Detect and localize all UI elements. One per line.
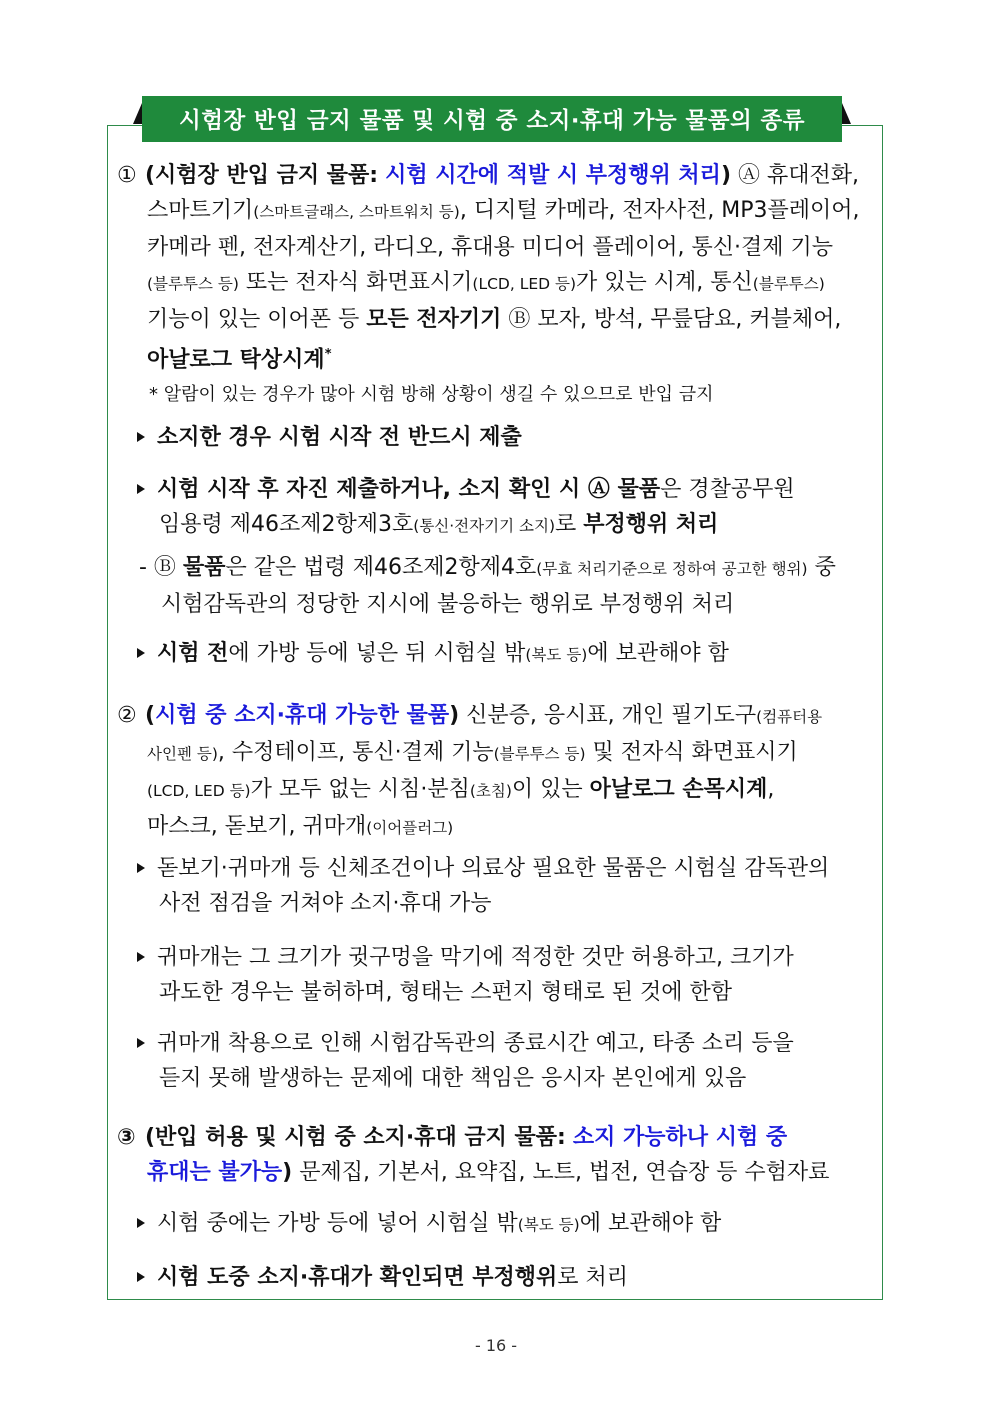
text: 가 모두 없는 시침·분침 <box>250 777 470 802</box>
text: 에 보관해야 함 <box>579 1211 722 1236</box>
small-text: (복도 등) <box>517 1216 580 1234</box>
bold-text: 모든 전자기기 <box>366 307 502 332</box>
text: 로 <box>555 512 584 537</box>
small-text: (LCD, LED 등) <box>147 782 251 800</box>
bullet-icon <box>137 1038 145 1048</box>
text: Ⓑ 모자, 방석, 무릎담요, 커블체어, <box>501 307 842 332</box>
text: 가 있는 시계, 통신 <box>576 270 753 295</box>
s1-line-4 <box>117 265 877 302</box>
text: , 디지털 카메라, 전자사전, MP3플레이어, <box>459 198 860 223</box>
text: 시험감독관의 정당한 지시에 불응하는 행위로 부정행위 처리 <box>161 592 735 617</box>
s1-line-5 <box>117 302 877 337</box>
bold-text: ) <box>449 703 460 728</box>
text: , <box>767 777 775 802</box>
text: 및 전자식 화면표시기 <box>585 740 798 765</box>
s1-dash-item <box>117 550 877 622</box>
bold-text: 물품 <box>182 555 226 580</box>
text: - Ⓑ <box>139 555 183 580</box>
bullet-icon <box>137 1272 145 1282</box>
s1-heading-emphasis: 시험 시간에 적발 시 부정행위 처리 <box>385 163 721 188</box>
s2-bullet-2 <box>117 940 877 1010</box>
text: 과도한 경우는 불허하며, 형태는 스펀지 형태로 된 것에 한함 <box>159 980 732 1005</box>
s1-number: ① <box>117 163 137 188</box>
text: 임용령 제46조제2항제3호 <box>159 512 414 537</box>
text: 또는 전자식 화면표시기 <box>238 270 473 295</box>
text: 이 있는 <box>511 777 590 802</box>
small-text: (초침) <box>469 782 512 800</box>
bold-text: ) <box>282 1160 293 1185</box>
text: 에 보관해야 함 <box>587 641 729 666</box>
bold-text: 아날로그 탁상시계 <box>147 347 325 373</box>
s1-heading-close: ) <box>720 163 731 188</box>
page-number: - 16 - <box>474 1336 518 1355</box>
bold-text: 아날로그 손목시계 <box>589 777 768 802</box>
s3-bullet-1 <box>117 1206 877 1243</box>
small-text: (이어플러그) <box>366 819 454 837</box>
text: 돋보기·귀마개 등 신체조건이나 의료상 필요한 물품은 시험실 감독관의 <box>157 856 830 881</box>
small-text: (통신·전자기기 소지) <box>413 517 555 535</box>
bullet-icon <box>137 952 145 962</box>
s1-heading: (시험장 반입 금지 물품: <box>145 163 379 188</box>
title-tab <box>133 96 851 142</box>
small-text: (블루투스 등) <box>493 745 586 763</box>
section-2 <box>117 698 877 846</box>
bullet-icon <box>137 648 145 658</box>
small-text: (무효 처리기준으로 정하여 공고한 행위) <box>536 560 808 578</box>
text: 은 같은 법령 제46조제2항제4호 <box>225 555 537 580</box>
s1-text: Ⓐ 휴대전화, <box>738 163 859 188</box>
text: 로 처리 <box>557 1265 629 1290</box>
small-text: 사인펜 등) <box>147 745 218 763</box>
text: 문제집, 기본서, 요약집, 노트, 법전, 연습장 등 수험자료 <box>292 1160 830 1185</box>
s1-line-1 <box>117 158 877 193</box>
text: 기능이 있는 이어폰 등 <box>147 307 367 332</box>
s3-bullet-2 <box>117 1260 877 1295</box>
s3-number: ③ <box>117 1125 136 1150</box>
text: 에 가방 등에 넣은 뒤 시험실 밖 <box>228 641 526 666</box>
bold-text: ( <box>145 703 156 728</box>
s1-bullet-1 <box>117 420 877 455</box>
text: 시험 중에는 가방 등에 넣어 시험실 밖 <box>157 1211 518 1236</box>
s1-line-6 <box>117 337 877 377</box>
s2-bullet-1 <box>117 851 877 921</box>
small-text: (블루투스 등) <box>147 275 239 293</box>
small-text: (스마트글래스, 스마트워치 등) <box>253 203 460 221</box>
bold-text: (반입 허용 및 시험 중 소지·휴대 금지 물품: <box>145 1125 566 1150</box>
bold-text: 시험 도중 소지·휴대가 확인되면 부정행위 <box>157 1265 558 1290</box>
s2-bullet-3 <box>117 1026 877 1096</box>
s2-number: ② <box>117 703 137 728</box>
s1-bullet-2 <box>117 472 877 544</box>
text: 사전 점검을 거쳐야 소지·휴대 가능 <box>159 891 492 916</box>
bullet-icon <box>137 432 145 442</box>
text: 귀마개 착용으로 인해 시험감독관의 종료시간 예고, 타종 소리 등을 <box>157 1031 794 1056</box>
small-text: (LCD, LED 등) <box>472 275 577 293</box>
text: 스마트기기 <box>147 198 254 223</box>
bullet-icon <box>137 1218 145 1228</box>
s1-line-2 <box>117 193 877 230</box>
footnote-mark: * <box>324 347 332 362</box>
small-text: (복도 등) <box>525 646 588 664</box>
bold-text: 소지한 경우 시험 시작 전 반드시 제출 <box>157 425 522 450</box>
text: 듣지 못해 발생하는 문제에 대한 책임은 응시자 본인에게 있음 <box>159 1066 747 1091</box>
s3-heading-emphasis: 휴대는 불가능 <box>147 1160 283 1185</box>
text: 마스크, 돋보기, 귀마개 <box>147 814 367 839</box>
s1-line-3: 카메라 펜, 전자계산기, 라디오, 휴대용 미디어 플레이어, 통신·결제 기능 <box>147 235 833 260</box>
bullet-icon <box>137 863 145 873</box>
text: , 수정테이프, 통신·결제 기능 <box>217 740 494 765</box>
bold-text: 부정행위 처리 <box>583 512 719 537</box>
s2-heading-emphasis: 시험 중 소지·휴대 가능한 물품 <box>155 703 450 728</box>
section-3 <box>117 1120 877 1190</box>
text: 은 경찰공무원 <box>660 477 795 502</box>
s1-note: * 알람이 있는 경우가 많아 시험 방해 상황이 생길 수 있으므로 반입 금지 <box>149 384 714 406</box>
s1-bullet-3 <box>117 636 877 673</box>
bold-text: 시험 전 <box>157 641 229 666</box>
text: 귀마개는 그 크기가 귓구멍을 막기에 적정한 것만 허용하고, 크기가 <box>157 945 794 970</box>
bullet-icon <box>137 484 145 494</box>
section-1 <box>117 158 877 412</box>
s3-heading-emphasis: 소지 가능하나 시험 중 <box>572 1125 788 1150</box>
section-title: 시험장 반입 금지 물품 및 시험 중 소지·휴대 가능 물품의 종류 <box>142 96 842 142</box>
text: 신분증, 응시표, 개인 필기도구 <box>459 703 757 728</box>
bold-text: 시험 시작 후 자진 제출하거나, 소지 확인 시 Ⓐ 물품 <box>157 477 661 502</box>
small-text: (블루투스) <box>752 275 825 293</box>
text: 중 <box>807 555 836 580</box>
small-text: (컴퓨터용 <box>756 708 823 726</box>
